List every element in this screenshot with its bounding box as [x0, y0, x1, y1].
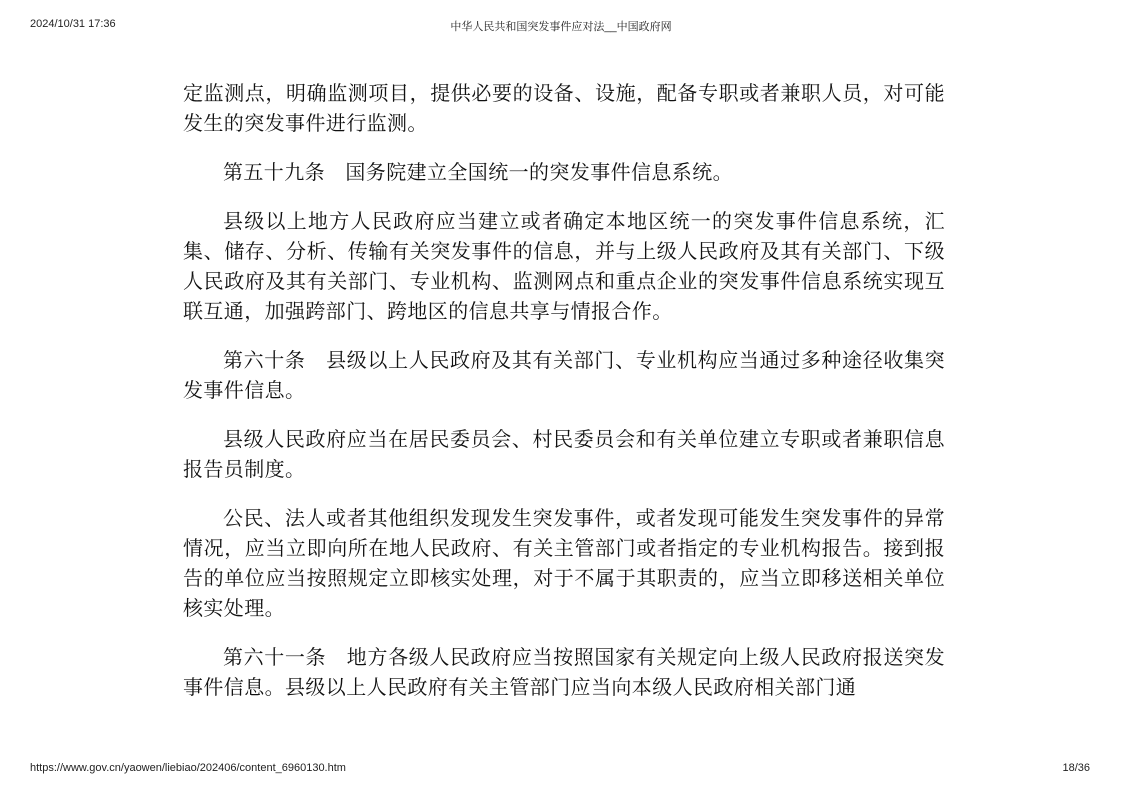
article-60-paragraph-3: 公民、法人或者其他组织发现发生突发事件，或者发现可能发生突发事件的异常情况，应当立即向所在地人民政府、有关主管部门或者指定的专业机构报告。接到报告的单位应当按照规定立即核实处理，对于不属于其职责的，应当立即移送相关单位核实处理。 — [183, 506, 945, 620]
document-body — [183, 78, 945, 702]
page-number: 18/36 — [1062, 762, 1090, 774]
print-page-title: 中华人民共和国突发事件应对法__中国政府网 — [450, 21, 672, 33]
print-header — [0, 18, 1122, 36]
print-footer — [0, 762, 1122, 780]
article-59-paragraph-2: 县级以上地方人民政府应当建立或者确定本地区统一的突发事件信息系统，汇集、储存、分析、传输有关突发事件的信息，并与上级人民政府及其有关部门、下级人民政府及其有关部门、专业机构、监测网点和重点企业的突发事件信息系统实现互联互通，加强跨部门、跨地区的信息共享与情报合作。 — [183, 209, 945, 323]
article-60-paragraph-2: 县级人民政府应当在居民委员会、村民委员会和有关单位建立专职或者兼职信息报告员制度。 — [183, 427, 945, 481]
paragraph-continued: 定监测点，明确监测项目，提供必要的设备、设施，配备专职或者兼职人员，对可能发生的突发事件进行监测。 — [183, 81, 945, 135]
print-datetime: 2024/10/31 17:36 — [30, 18, 116, 30]
article-59: 第五十九条 国务院建立全国统一的突发事件信息系统。 — [223, 160, 733, 184]
page-url: https://www.gov.cn/yaowen/liebiao/202406/content_6960130.htm — [30, 762, 346, 774]
article-60: 第六十条 县级以上人民政府及其有关部门、专业机构应当通过多种途径收集突发事件信息。 — [183, 348, 945, 402]
article-61: 第六十一条 地方各级人民政府应当按照国家有关规定向上级人民政府报送突发事件信息。县级以上人民政府有关主管部门应当向本级人民政府相关部门通 — [183, 645, 945, 699]
